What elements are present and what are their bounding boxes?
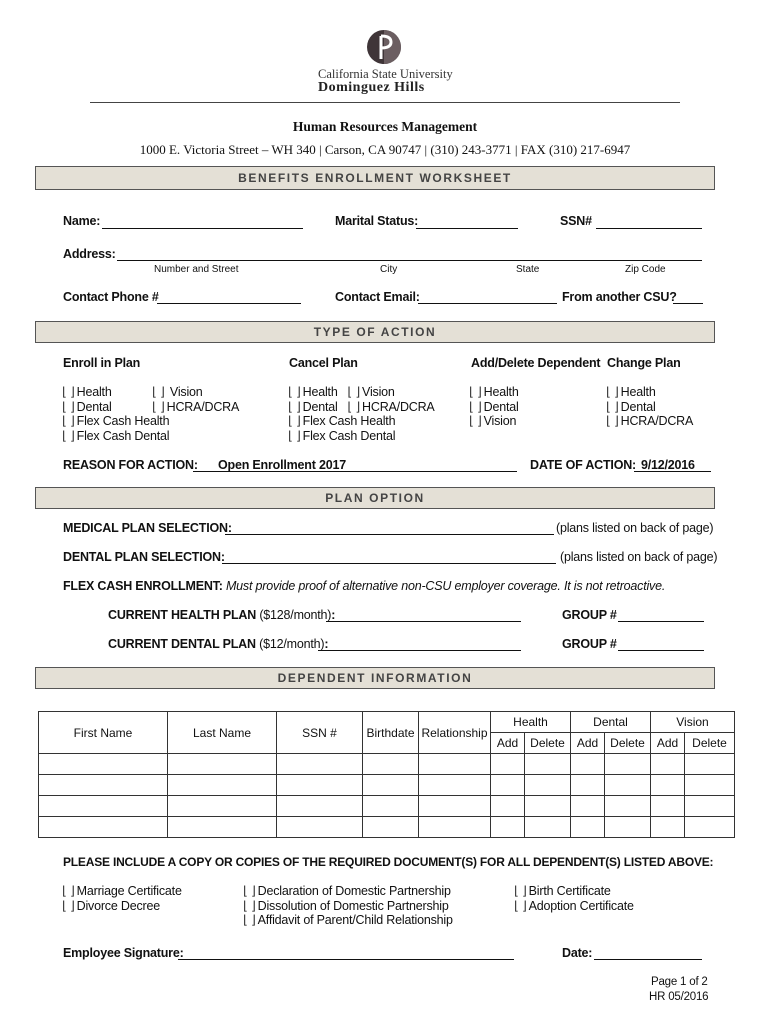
table-cell[interactable] <box>363 817 419 838</box>
marital-status-label: Marital Status: <box>335 214 419 228</box>
dental-plan-label: DENTAL PLAN SELECTION: <box>63 550 225 564</box>
group-health-field[interactable] <box>618 621 704 622</box>
change-health-checkbox[interactable]: ⌊ ⌋ Health <box>606 385 656 399</box>
group-vision: Vision <box>651 712 735 733</box>
docs-col3 <box>514 884 634 913</box>
table-cell[interactable] <box>525 796 571 817</box>
table-cell[interactable] <box>571 775 605 796</box>
name-label: Name: <box>63 214 101 228</box>
medical-plan-field[interactable] <box>225 534 554 535</box>
table-cell[interactable] <box>39 775 168 796</box>
adoption-certificate-checkbox[interactable]: ⌊ ⌋ Adoption Certificate <box>514 898 634 913</box>
dependent-dental-checkbox[interactable]: ⌊ ⌋ Dental <box>469 399 519 414</box>
table-row <box>39 796 735 817</box>
cancel-hcra-checkbox[interactable]: ⌊ ⌋ HCRA/DCRA <box>347 399 435 414</box>
col-birthdate: Birthdate <box>363 712 419 754</box>
dental-delete-header: Delete <box>605 733 651 754</box>
signature-date-label: Date: <box>562 946 593 960</box>
address-sub-state: State <box>516 264 540 275</box>
current-health-amount: ($128/month) <box>259 608 332 622</box>
table-cell[interactable] <box>419 754 491 775</box>
birth-certificate-checkbox[interactable]: ⌊ ⌋ Birth Certificate <box>514 884 611 898</box>
table-cell[interactable] <box>685 796 735 817</box>
col-last-name: Last Name <box>168 712 277 754</box>
table-cell[interactable] <box>525 754 571 775</box>
signature-label: Employee Signature: <box>63 946 184 960</box>
table-cell[interactable] <box>651 754 685 775</box>
section-bar-action: TYPE OF ACTION <box>35 321 715 343</box>
group-dental-label: GROUP # <box>562 637 617 651</box>
address-label: Address: <box>63 247 116 261</box>
current-dental-row: CURRENT DENTAL PLAN ($12/month): <box>108 637 329 651</box>
table-cell[interactable] <box>168 796 277 817</box>
date-of-action-label: DATE OF ACTION: <box>530 458 637 472</box>
health-delete-header: Delete <box>525 733 571 754</box>
table-cell[interactable] <box>419 796 491 817</box>
vision-add-header: Add <box>651 733 685 754</box>
reason-label: REASON FOR ACTION: <box>63 458 198 472</box>
enroll-flex-health-checkbox[interactable]: ⌊ ⌋ Flex Cash Health <box>62 414 170 429</box>
date-of-action-value: 9/12/2016 <box>641 458 695 472</box>
group-dental-field[interactable] <box>618 650 704 651</box>
enroll-hcra-checkbox[interactable]: ⌊ ⌋ HCRA/DCRA <box>152 399 240 414</box>
dental-add-header: Add <box>571 733 605 754</box>
change-hcra-checkbox[interactable]: ⌊ ⌋ HCRA/DCRA <box>606 414 694 429</box>
enroll-health-checkbox[interactable]: ⌊ ⌋ Health <box>62 385 112 399</box>
marital-status-field[interactable] <box>416 228 518 229</box>
vision-delete-header: Delete <box>685 733 735 754</box>
enroll-flex-dental-checkbox[interactable]: ⌊ ⌋ Flex Cash Dental <box>62 428 170 443</box>
change-dental-checkbox[interactable]: ⌊ ⌋ Dental <box>606 399 656 414</box>
cancel-vision-checkbox[interactable]: ⌊ ⌋ Vision <box>347 385 395 399</box>
enroll-dental-checkbox[interactable]: ⌊ ⌋ Dental <box>62 399 112 414</box>
flex-cash-row <box>63 579 665 593</box>
dependent-health-checkbox[interactable]: ⌊ ⌋ Health <box>469 385 519 399</box>
table-cell[interactable] <box>363 796 419 817</box>
enroll-title: Enroll in Plan <box>63 356 141 370</box>
dissolution-partnership-checkbox[interactable]: ⌊ ⌋ Dissolution of Domestic Partnership <box>243 898 449 913</box>
table-cell[interactable] <box>277 796 363 817</box>
current-dental-field[interactable] <box>318 650 521 651</box>
table-cell[interactable] <box>168 754 277 775</box>
contact-email-label: Contact Email: <box>335 290 420 304</box>
change-plan-list <box>606 385 693 429</box>
table-cell[interactable] <box>685 817 735 838</box>
table-cell[interactable] <box>277 754 363 775</box>
cancel-dental-checkbox[interactable]: ⌊ ⌋ Dental <box>288 399 338 414</box>
table-cell[interactable] <box>419 817 491 838</box>
table-cell[interactable] <box>277 775 363 796</box>
col-relationship: Relationship <box>419 712 491 754</box>
table-cell[interactable] <box>525 775 571 796</box>
contact-email-field[interactable] <box>418 303 557 304</box>
current-health-row: CURRENT HEALTH PLAN ($128/month): <box>108 608 336 622</box>
department-address: 1000 E. Victoria Street – WH 340 | Carson, CA 90747 | (310) 243-3771 | FAX (310) 217-6947 <box>139 142 631 157</box>
table-row <box>39 754 735 775</box>
table-cell[interactable] <box>277 817 363 838</box>
cancel-health-checkbox[interactable]: ⌊ ⌋ Health <box>288 385 338 399</box>
section-bar-worksheet: BENEFITS ENROLLMENT WORKSHEET <box>35 166 715 190</box>
cancel-flex-dental-checkbox[interactable]: ⌊ ⌋ Flex Cash Dental <box>288 428 396 443</box>
dependent-vision-checkbox[interactable]: ⌊ ⌋ Vision <box>469 414 517 429</box>
cancel-list <box>288 385 435 443</box>
group-health: Health <box>491 712 571 733</box>
table-cell[interactable] <box>605 775 651 796</box>
medical-plan-label: MEDICAL PLAN SELECTION: <box>63 521 232 535</box>
dependent-table <box>38 711 735 838</box>
page-number: Page 1 of 2 <box>651 976 708 988</box>
logo-icon <box>366 29 402 65</box>
current-health-label: CURRENT HEALTH PLAN <box>108 608 257 622</box>
table-row <box>39 775 735 796</box>
from-csu-field[interactable] <box>673 303 703 304</box>
signature-date-field[interactable] <box>594 959 702 960</box>
address-sub-city: City <box>380 264 398 275</box>
reason-value: Open Enrollment 2017 <box>218 458 346 472</box>
docs-col1 <box>62 884 182 913</box>
table-cell[interactable] <box>419 775 491 796</box>
declaration-partnership-checkbox[interactable]: ⌊ ⌋ Declaration of Domestic Partnership <box>243 884 451 898</box>
dental-plan-note: (plans listed on back of page) <box>560 550 718 564</box>
address-sub-street: Number and Street <box>154 264 239 275</box>
table-cell[interactable] <box>605 796 651 817</box>
header-divider <box>90 102 680 103</box>
name-field[interactable] <box>102 228 303 229</box>
divorce-decree-checkbox[interactable]: ⌊ ⌋ Divorce Decree <box>62 898 160 913</box>
address-field[interactable] <box>117 260 702 261</box>
university-name-line1: California State University <box>318 67 453 81</box>
table-cell[interactable] <box>605 817 651 838</box>
medical-plan-note: (plans listed on back of page) <box>556 521 714 535</box>
enroll-col2 <box>152 385 239 414</box>
table-cell[interactable] <box>491 796 525 817</box>
col-first-name: First Name <box>39 712 168 754</box>
cancel-title: Cancel Plan <box>289 356 358 370</box>
current-dental-amount: ($12/month) <box>259 637 325 651</box>
table-cell[interactable] <box>651 796 685 817</box>
table-cell[interactable] <box>685 754 735 775</box>
cancel-flex-health-checkbox[interactable]: ⌊ ⌋ Flex Cash Health <box>288 414 396 429</box>
department-title: Human Resources Management <box>292 119 478 134</box>
marriage-certificate-checkbox[interactable]: ⌊ ⌋ Marriage Certificate <box>62 884 182 898</box>
contact-phone-label: Contact Phone # <box>63 290 159 304</box>
ssn-field[interactable] <box>596 228 702 229</box>
table-cell[interactable] <box>363 775 419 796</box>
table-cell[interactable] <box>39 754 168 775</box>
university-logo <box>366 29 402 70</box>
table-cell[interactable] <box>491 754 525 775</box>
table-cell[interactable] <box>571 754 605 775</box>
table-cell[interactable] <box>571 796 605 817</box>
signature-field[interactable] <box>178 959 514 960</box>
group-health-label: GROUP # <box>562 608 617 622</box>
address-sub-zip: Zip Code <box>625 264 666 275</box>
current-health-field[interactable] <box>326 621 521 622</box>
table-cell[interactable] <box>651 817 685 838</box>
affidavit-checkbox[interactable]: ⌊ ⌋ Affidavit of Parent/Child Relationship <box>243 913 453 928</box>
docs-col2 <box>243 884 453 928</box>
section-bar-dependent: DEPENDENT INFORMATION <box>35 667 715 689</box>
dental-plan-field[interactable] <box>222 563 556 564</box>
table-cell[interactable] <box>39 796 168 817</box>
table-cell[interactable] <box>651 775 685 796</box>
section-bar-plan: PLAN OPTION <box>35 487 715 509</box>
table-cell[interactable] <box>39 817 168 838</box>
col-ssn: SSN # <box>277 712 363 754</box>
contact-phone-field[interactable] <box>157 303 301 304</box>
table-row <box>39 817 735 838</box>
table-cell[interactable] <box>571 817 605 838</box>
form-code: HR 05/2016 <box>649 991 709 1003</box>
table-cell[interactable] <box>685 775 735 796</box>
documents-title: PLEASE INCLUDE A COPY OR COPIES OF THE REQUIRED DOCUMENT(S) FOR ALL DEPENDENT(S) LISTED ABOVE: <box>63 855 714 869</box>
current-dental-label: CURRENT DENTAL PLAN <box>108 637 256 651</box>
group-dental: Dental <box>571 712 651 733</box>
flex-cash-label: FLEX CASH ENROLLMENT: <box>63 579 223 593</box>
university-name-line2: Dominguez Hills <box>318 80 425 95</box>
table-cell[interactable] <box>605 754 651 775</box>
enroll-vision-checkbox[interactable]: ⌊ ⌋ Vision <box>152 385 203 399</box>
table-cell[interactable] <box>168 775 277 796</box>
table-cell[interactable] <box>363 754 419 775</box>
flex-cash-note: Must provide proof of alternative non-CSU employer coverage. It is not retroactive. <box>225 579 666 593</box>
table-cell[interactable] <box>491 775 525 796</box>
dependent-action-list <box>469 385 519 429</box>
change-plan-title: Change Plan <box>607 356 681 370</box>
health-add-header: Add <box>491 733 525 754</box>
table-cell[interactable] <box>491 817 525 838</box>
from-csu-label: From another CSU? <box>562 290 677 304</box>
ssn-label: SSN# <box>560 214 592 228</box>
table-cell[interactable] <box>525 817 571 838</box>
dependent-action-title: Add/Delete Dependent <box>471 356 601 370</box>
table-cell[interactable] <box>168 817 277 838</box>
